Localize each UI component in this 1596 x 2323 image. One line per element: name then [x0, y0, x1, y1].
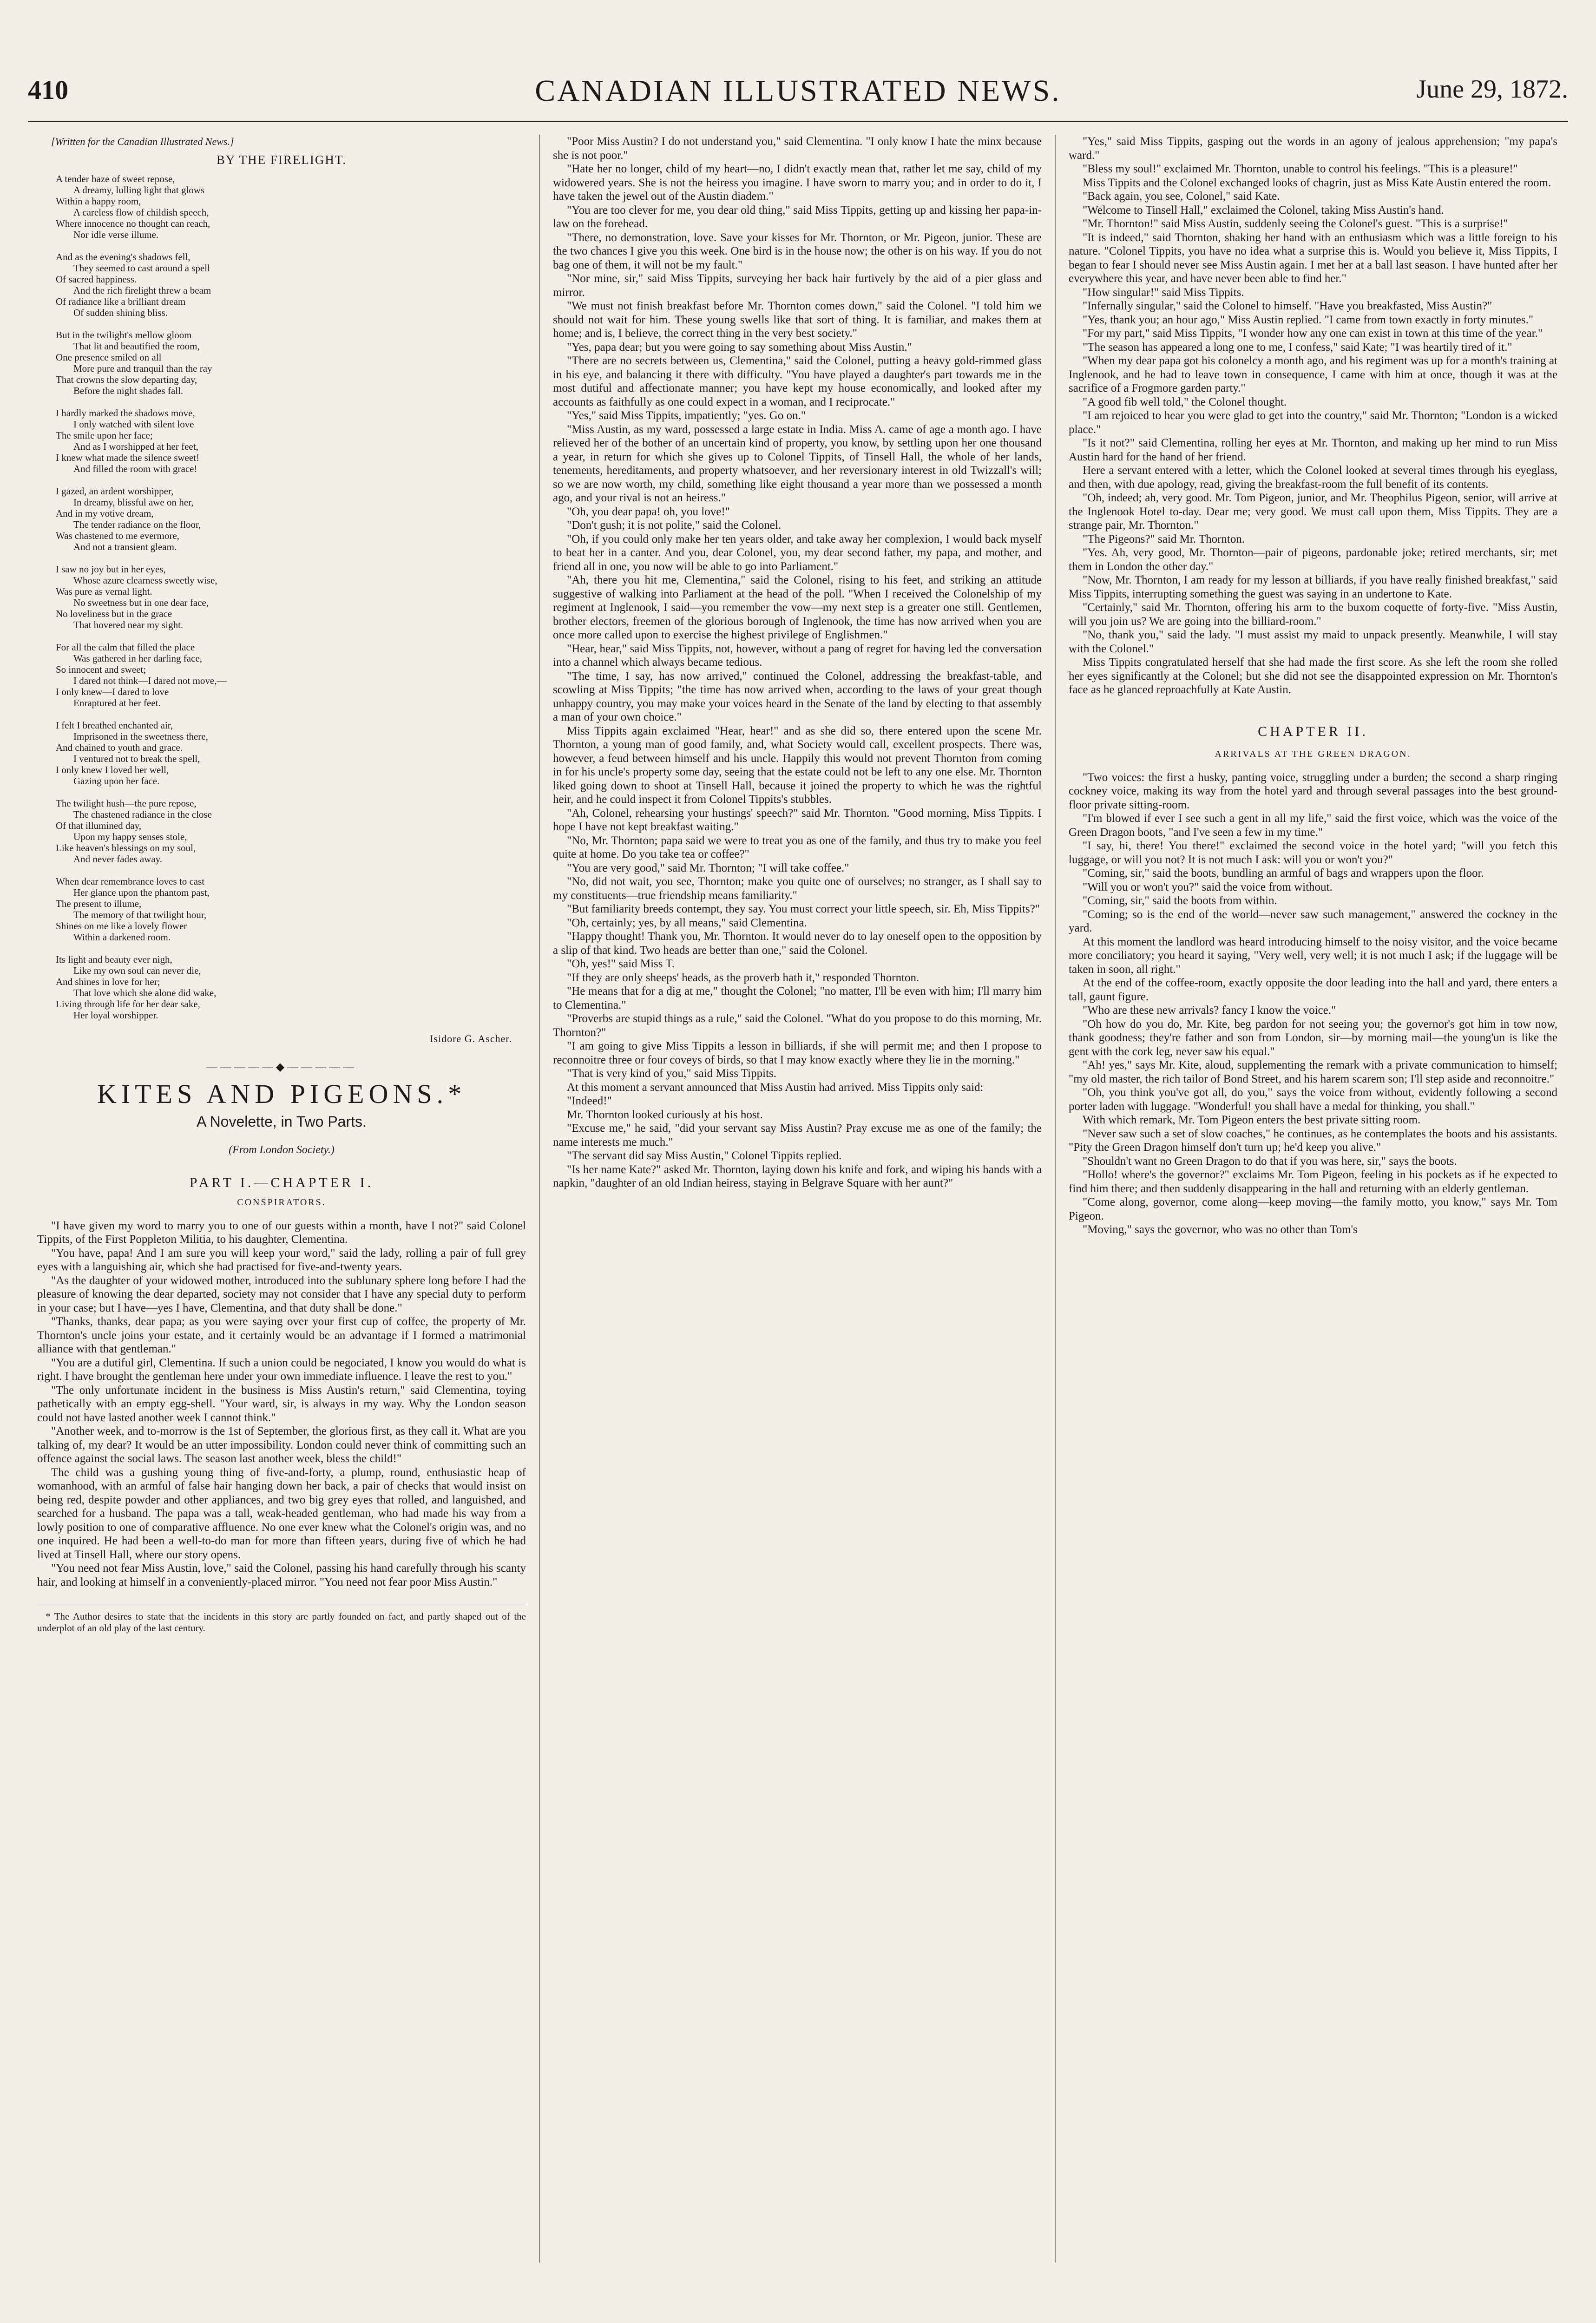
- poem-line: So innocent and sweet;: [56, 664, 146, 675]
- paragraph: The child was a gushing young thing of five-and-forty, a plump, round, enthusiastic heap of womanhood, with an armful of false hair hanging down her back, a pair of checks that would insist on being red, despite powder and other appliances, and two big grey eyes that rolled, and languished, and searched for a husband. The papa was a tall, weak-headed gentleman, who had made his way from a lowly position to one of comparative affluence. No one ever knew what the Colonel's origin was, and no one inquired. He had been a well-to-do man for more than fifteen years, during five of which he had lived at Tinsell Hall, where our story opens.: [37, 1466, 526, 1561]
- poem-line: One presence smiled on all: [56, 352, 162, 363]
- poem-line: Her loyal worshipper.: [73, 1010, 158, 1021]
- paragraph: "Oh how do you do, Mr. Kite, beg pardon for not seeing you; the governor's got him in tow now, thank goodness; they're father and son from London, sir—by morning mail—the young'un is like the gent with the cork leg, never saw his equal.": [1069, 1017, 1557, 1058]
- poem-line: Like my own soul can never die,: [73, 965, 201, 976]
- story-text-col2: [553, 135, 1042, 1190]
- chapter-2-title: ARRIVALS AT THE GREEN DRAGON.: [1215, 749, 1412, 759]
- paragraph: "Is her name Kate?" asked Mr. Thornton, laying down his knife and fork, and wiping his hands with a napkin, "daughter of an old Indian heiress, staying in Belgrave Square with her aunt?": [553, 1163, 1042, 1189]
- poem-title: BY THE FIRELIGHT.: [216, 152, 347, 167]
- poem-line: And in my votive dream,: [56, 508, 154, 519]
- poem-line: Imprisoned in the sweetness there,: [73, 731, 208, 742]
- chapter-title: CONSPIRATORS.: [237, 1197, 326, 1207]
- paragraph: "Coming, sir," said the boots from within.: [1083, 894, 1277, 907]
- story-text-col1: [37, 1219, 526, 1589]
- poem-line: Its light and beauty ever nigh,: [56, 954, 172, 965]
- poem-line: I hardly marked the shadows move,: [56, 407, 195, 419]
- paragraph: "Poor Miss Austin? I do not understand you," said Clementina. "I only know I hate the minx because she is not poor.": [553, 135, 1042, 162]
- poem-stanza: [37, 407, 526, 474]
- paragraph: "You are very good," said Mr. Thornton; "I will take coffee.": [567, 861, 849, 874]
- poem-line: I felt I breathed enchanted air,: [56, 720, 173, 731]
- paragraph: "Oh, you think you've got all, do you," says the voice from without, evidently following a second porter laden with luggage. "Wonderful! you shall have a medal for thinking, you shall.": [1069, 1086, 1557, 1113]
- poem-stanza: [37, 173, 526, 240]
- issue-date: June 29, 1872.: [1416, 75, 1568, 104]
- paragraph: "As the daughter of your widowed mother, introduced into the sublunary sphere long before I had the pleasure of knowing the dear departed, society may not consider that I have any special duty to perform in your case; but I have—yes I have, Clementina, and that duty shall be done.": [37, 1274, 526, 1314]
- paragraph: "It is indeed," said Thornton, shaking her hand with an enthusiasm which was a little foreign to his nature. "Colonel Tippits, you have no idea what a surprise this is. Would you believe it, Miss Tippits, I began to fear I should never see Miss Austin again. I met her at a ball last season. I have hunted after her everywhere this year, and have never been able to find her.": [1069, 231, 1557, 285]
- poem-line: Her glance upon the phantom past,: [73, 887, 210, 898]
- paragraph: "For my part," said Miss Tippits, "I wonder how any one can exist in town at this time of the year.": [1083, 327, 1543, 340]
- paragraph: "Yes. Ah, very good, Mr. Thornton—pair of pigeons, pardonable joke; retired merchants, sir; met them in London the other day.": [1069, 546, 1557, 573]
- paragraph: "Coming, sir," said the boots, bundling an armful of bags and wrappers upon the floor.: [1083, 867, 1484, 879]
- paragraph: "Oh, certainly; yes, by all means," said Clementina.: [567, 916, 807, 929]
- paragraph: "Bless my soul!" exclaimed Mr. Thornton, unable to control his feelings. "This is a pleasure!": [1083, 163, 1518, 175]
- poem-line: Shines on me like a lovely flower: [56, 920, 187, 932]
- paragraph: Miss Tippits congratulated herself that she had made the first score. As she left the room she rolled her eyes significantly at the Colonel; but she did not see the disappointed expression on Mr. Thornton's face as he glanced reproachfully at Kate Austin.: [1069, 656, 1557, 696]
- paragraph: "Don't gush; it is not polite," said the Colonel.: [567, 519, 782, 532]
- poem-line: I gazed, an ardent worshipper,: [56, 486, 174, 497]
- chapter-2-heading: CHAPTER II.: [1258, 723, 1368, 739]
- poem-line: Whose azure clearness sweetly wise,: [73, 575, 217, 586]
- poem-stanza: [37, 642, 526, 709]
- poem-line: In dreamy, blissful awe on her,: [73, 497, 194, 508]
- paragraph: "Come along, governor, come along—keep moving—the family motto, you know," says Mr. Tom Pigeon.: [1069, 1196, 1557, 1222]
- paragraph: "Oh, yes!" said Miss T.: [567, 958, 675, 970]
- poem-line: No loveliness but in the grace: [56, 608, 172, 619]
- poem-line: I only knew I loved her well,: [56, 764, 169, 775]
- poem-line: Upon my happy senses stole,: [73, 831, 187, 842]
- paragraph: "Hear, hear," said Miss Tippits, not, however, without a pang of regret for having led the conversation into a channel which always became tedious.: [553, 642, 1042, 669]
- poem-line: Was pure as vernal light.: [56, 586, 152, 597]
- poem-line: And shines in love for her;: [56, 976, 160, 987]
- paragraph: At this moment the landlord was heard introducing himself to the noisy visitor, and the voice became more conciliatory; you heard it saying, "Very well, very well; it is not much I ask; if the luggage will be taken in soon, all right.": [1069, 935, 1557, 976]
- poem-line: Of sacred happiness.: [56, 274, 137, 285]
- paragraph: "The servant did say Miss Austin," Colonel Tippits replied.: [567, 1149, 842, 1162]
- poem-stanza: [37, 329, 526, 396]
- paragraph: "He means that for a dig at me," thought the Colonel; "no matter, I'll be even with him; I'll marry him to Clementina.": [553, 985, 1042, 1011]
- section-divider: —————◆—————: [206, 1061, 357, 1073]
- paragraph: "I have given my word to marry you to one of our guests within a month, have I not?" said Colonel Tippits, of the First Poppleton Militia, to his daughter, Clementina.: [37, 1219, 526, 1246]
- paragraph: "The time, I say, has now arrived," continued the Colonel, addressing the breakfast-table, and scowling at Miss Tippits; "the time has now arrived when, according to the laws of your great though unhappy country, you may make your voices heard in the Senate of the land by electing to that assembly a man of your own choice.": [553, 669, 1042, 723]
- paragraph: "Nor mine, sir," said Miss Tippits, surveying her back hair furtively by the aid of a pier glass and mirror.: [553, 272, 1042, 299]
- column-2: [553, 135, 1042, 2272]
- paragraph: "The Pigeons?" said Mr. Thornton.: [1083, 532, 1245, 545]
- paragraph: "Mr. Thornton!" said Miss Austin, suddenly seeing the Colonel's guest. "This is a surprise!": [1083, 217, 1508, 230]
- paragraph: "There are no secrets between us, Clementina," said the Colonel, putting a heavy gold-rimmed glass in his eye, and balancing it there with difficulty. "You have played a daughter's part towards me in the most dutiful and affectionate manner; you have kept my house economically, and looked after my accounts as faithfully as one could expect in a woman, and I reciprocate.": [553, 354, 1042, 408]
- paragraph: "Another week, and to-morrow is the 1st of September, the glorious first, as they call it. What are you talking of, my dear? It would be an utter impossibility. London could never think of committing such an offence against the social laws. The season last another week, bless the child!": [37, 1425, 526, 1465]
- paragraph: "Hollo! where's the governor?" exclaims Mr. Tom Pigeon, feeling in his pockets as if he expected to find him there; and then suddenly disappearing in the hall and returning with an elderly gentleman.: [1069, 1168, 1557, 1195]
- poem-line: Gazing upon her face.: [73, 775, 160, 787]
- paragraph: "Yes," said Miss Tippits, gasping out the words in an agony of jealous apprehension; "my papa's ward.": [1069, 135, 1557, 162]
- paragraph: "You need not fear Miss Austin, love," said the Colonel, passing his hand carefully through his scanty hair, and looking at himself in a conveniently-placed mirror. "You need not fear poor Miss Austin.": [37, 1562, 526, 1588]
- column-rule: [539, 135, 540, 2263]
- paragraph: "Yes," said Miss Tippits, impatiently; "yes. Go on.": [567, 409, 806, 422]
- paragraph: "Hate her no longer, child of my heart—no, I didn't exactly mean that, rather let me say, child of my widowered years. She is not the heiress you imagine. I have sworn to marry you; and in order to do it, I have taken the jewel out of the Austin diadem.": [553, 163, 1042, 203]
- poem-line: And the rich firelight threw a beam: [73, 285, 211, 296]
- paragraph: "Will you or won't you?" said the voice from without.: [1083, 880, 1333, 893]
- poem-line: They seemed to cast around a spell: [73, 262, 210, 274]
- paragraph: "Happy thought! Thank you, Mr. Thornton. It would never do to lay oneself open to the opposition by a slip of that kind. Two heads are better than one," said the Colonel.: [553, 930, 1042, 957]
- poem-line: That hovered near my sight.: [73, 619, 184, 630]
- paragraph: "Yes, thank you; an hour ago," Miss Austin replied. "I came from town exactly in forty minutes.": [1083, 313, 1534, 326]
- paragraph: "How singular!" said Miss Tippits.: [1083, 286, 1244, 299]
- paragraph: "You are too clever for me, you dear old thing," said Miss Tippits, getting up and kissing her papa-in-law on the forehead.: [553, 203, 1042, 230]
- paragraph: "The season has appeared a long one to me, I confess," said Kate; "I was heartily tired of it.": [1083, 341, 1512, 354]
- poem-line: But in the twilight's mellow gloom: [56, 329, 192, 341]
- poem-body: [37, 173, 526, 1021]
- paragraph: Miss Tippits again exclaimed "Hear, hear!" and as she did so, there entered upon the scene Mr. Thornton, a young man of good family, and, what Society would call, excellent prospects. There was, however, a feud between himself and his uncle. Happily this would not prevent Thornton from coming in for his uncle's property some day, seeing that the estate could not be left to any one else. Mr. Thornton liked going down to shoot at Tinsell Hall, because it joined the property to which he was the rightful heir, and he could inspect it from Colonel Tippits's stubbles.: [553, 724, 1042, 806]
- poem-line: And never fades away.: [73, 853, 163, 865]
- poem-line: That lit and beautified the room,: [73, 341, 200, 352]
- paragraph: At the end of the coffee-room, exactly opposite the door leading into the hall and yard, there enters a tall, gaunt figure.: [1069, 977, 1557, 1003]
- paragraph: "Oh, if you could only make her ten years older, and take away her complexion, I would back myself to beat her in a canter. And you, dear Colonel, you, my dear second father, my papa, and mother, and friend all in one, you now will be able to go into Parliament.": [553, 532, 1042, 573]
- paragraph: "Thanks, thanks, dear papa; as you were saying over your first cup of coffee, the property of Mr. Thornton's uncle joins your estate, and it certainly would be an advantage if I formed a matrimonial alliance with that gentleman.": [37, 1315, 526, 1355]
- poem-author: Isidore G. Ascher.: [430, 1033, 512, 1044]
- paragraph: "Welcome to Tinsell Hall," exclaimed the Colonel, taking Miss Austin's hand.: [1083, 203, 1444, 217]
- poem-line: A dreamy, lulling light that glows: [73, 184, 205, 196]
- paragraph: "I'm blowed if ever I see such a gent in all my life," said the first voice, which was the voice of the Green Dragon boots, "and I've seen a few in my time.": [1069, 812, 1557, 839]
- paragraph: "Coming; so is the end of the world—never saw such management," answered the cockney in the yard.: [1069, 908, 1557, 934]
- poem-line: Was chastened to me evermore,: [56, 530, 179, 541]
- poem-line: Nor idle verse illume.: [73, 229, 159, 240]
- column-1: [37, 135, 526, 2272]
- poem-line: I saw no joy but in her eyes,: [56, 564, 166, 575]
- paragraph: "Miss Austin, as my ward, possessed a large estate in India. Miss A. came of age a month ago. I have relieved her of the bother of an uncertain kind of property, you know, by settling upon her one thousand a year, in return for which she gives up to Colonel Tippits, of Tinsell Hall, the whole of her lands, tenements, hereditaments, and property whatsoever, and her reversionary interest in old Twizzall's will; so we are now worth, my child, something like eight thousand a year more than we possessed a month ago, and your rival is not an heiress.": [553, 423, 1042, 504]
- paragraph: "Proverbs are stupid things as a rule," said the Colonel. "What do you propose to do this morning, Mr. Thornton?": [553, 1012, 1042, 1039]
- paragraph: "Now, Mr. Thornton, I am ready for my lesson at billiards, if you have really finished breakfast," said Miss Tippits, interrupting something the guest was saying in an undertone to Kate.: [1069, 574, 1557, 600]
- paragraph: "Ah, there you hit me, Clementina," said the Colonel, rising to his feet, and striking an attitude suggestive of walking into Parliament at the head of the poll. "When I received the Colonelship of my regiment at Inglenook, I said—you remember the vow—my next step is a greater one still. Gentlemen, brother electors, freemen of the glorious borough of Inglenook, the time has now arrived when you are once more called upon to exercise the highest privilege of Englishmen.": [553, 574, 1042, 641]
- paragraph: "But familiarity breeds contempt, they say. You must correct your little speech, sir. Eh, Miss Tippits?": [567, 903, 1040, 915]
- poem-line: Living through life for her dear sake,: [56, 998, 200, 1010]
- poem-line: I knew what made the silence sweet!: [56, 452, 200, 463]
- paragraph: "Moving," says the governor, who was no other than Tom's: [1083, 1223, 1358, 1236]
- poem-stanza: [37, 486, 526, 552]
- paragraph: "Oh, you dear papa! oh, you love!": [567, 505, 730, 518]
- poem-credit: [Written for the Canadian Illustrated News.]: [51, 136, 234, 147]
- paragraph: "Ah! yes," says Mr. Kite, aloud, supplementing the remark with a private communication to himself; "my old master, the rich tailor of Bond Street, and his harem scarem son; I'll step aside and reconnoitre.": [1069, 1059, 1557, 1085]
- poem-line: That love which she alone did wake,: [73, 987, 217, 998]
- paragraph: Mr. Thornton looked curiously at his host.: [567, 1108, 763, 1121]
- poem-stanza: [37, 564, 526, 630]
- part-heading: PART I.—CHAPTER I.: [189, 1175, 374, 1190]
- paragraph: "Yes, papa dear; but you were going to say something about Miss Austin.": [567, 341, 912, 354]
- masthead: [28, 70, 1568, 122]
- paragraph: "Is it not?" said Clementina, rolling her eyes at Mr. Thornton, and making up her mind to run Miss Austin hard for the hand of her friend.: [1069, 437, 1557, 463]
- poem-line: The chastened radiance in the close: [73, 809, 212, 820]
- paragraph: With which remark, Mr. Tom Pigeon enters the best private sitting room.: [1083, 1114, 1421, 1126]
- paragraph: "Ah, Colonel, rehearsing your hustings' speech?" said Mr. Thornton. "Good morning, Miss Tippits. I hope I have not kept breakfast waiting.": [553, 807, 1042, 833]
- poem-line: More pure and tranquil than the ray: [73, 363, 212, 374]
- footnote-text: * The Author desires to state that the incidents in this story are partly founded on fact, and partly shaped out of the underplot of an old play of the last century.: [37, 1611, 526, 1634]
- poem-line: No sweetness but in one dear face,: [73, 597, 209, 608]
- paragraph: "Who are these new arrivals? fancy I know the voice.": [1083, 1004, 1336, 1017]
- poem-line: A tender haze of sweet repose,: [56, 173, 175, 184]
- paragraph: "Excuse me," he said, "did your servant say Miss Austin? Pray excuse me as one of the family; the name interests me much.": [553, 1122, 1042, 1148]
- poem-stanza: [37, 876, 526, 943]
- poem-line: That crowns the slow departing day,: [56, 374, 197, 385]
- poem-line: For all the calm that filled the place: [56, 642, 195, 653]
- paragraph: "You are a dutiful girl, Clementina. If such a union could be negociated, I know you would do what is right. I have brought the gentleman here under your own immediate influence. I leave the rest to you.": [37, 1356, 526, 1383]
- poem-line: The smile upon her face;: [56, 430, 153, 441]
- story-subtitle: A Novelette, in Two Parts.: [197, 1113, 367, 1130]
- poem-stanza: [37, 798, 526, 865]
- paragraph: "I am rejoiced to hear you were glad to get into the country," said Mr. Thornton; "London is a wicked place.": [1069, 409, 1557, 436]
- footnote: [37, 1605, 526, 1634]
- poem-line: Was gathered in her darling face,: [73, 653, 203, 664]
- paragraph: "I say, hi, there! You there!" exclaimed the second voice in the hotel yard; "will you fetch this luggage, or will you not? It is not much I ask: will you or won't you?": [1069, 840, 1557, 866]
- paragraph: "That is very kind of you," said Miss Tippits.: [567, 1067, 777, 1080]
- poem-line: I dared not think—I dared not move,—: [73, 675, 227, 686]
- page-number: 410: [28, 75, 68, 105]
- poem-line: I only watched with silent love: [73, 419, 194, 430]
- story-title: KITES AND PIGEONS.*: [97, 1079, 466, 1109]
- paragraph: "We must not finish breakfast before Mr. Thornton comes down," said the Colonel. "I told him we should not wait for him. These young swells like that sort of thing. It is familiar, and makes them at home; and is, I believe, the correct thing in the very best society.": [553, 300, 1042, 340]
- paragraph: "Certainly," said Mr. Thornton, offering his arm to the buxom coquette of forty-five. "Miss Austin, will you join us? We are going into the billiard-room.": [1069, 601, 1557, 628]
- paragraph: "Infernally singular," said the Colonel to himself. "Have you breakfasted, Miss Austin?": [1083, 300, 1492, 312]
- paragraph: "Back again, you see, Colonel," said Kate.: [1083, 190, 1280, 203]
- paragraph: "Oh, indeed; ah, very good. Mr. Tom Pigeon, junior, and Mr. Theophilus Pigeon, senior, will arrive at the Inglenook Hotel to-day. Dear me; very good. We must call upon them, Miss Tippits. They are a strange pair, Mr. Thornton.": [1069, 492, 1557, 532]
- paragraph: Miss Tippits and the Colonel exchanged looks of chagrin, just as Miss Kate Austin entered the room.: [1083, 176, 1551, 189]
- poem-line: The memory of that twilight hour,: [73, 909, 207, 920]
- paragraph: "Indeed!": [567, 1095, 612, 1107]
- story-text-col3: [1069, 135, 1557, 697]
- poem-line: I only knew—I dared to love: [56, 686, 169, 697]
- poem-line: Of radiance like a brilliant dream: [56, 296, 186, 307]
- poem-line: Within a darkened room.: [73, 932, 171, 943]
- story-source: (From London Society.): [229, 1144, 335, 1156]
- story-text-col3-ch2: [1069, 771, 1557, 1237]
- poem-line: The twilight hush—the pure repose,: [56, 798, 197, 809]
- paragraph: "The only unfortunate incident in the business is Miss Austin's return," said Clementina, toying pathetically with an empty egg-shell. "Your ward, sir, is always in my way. Why the London season could not have lasted another week I cannot think.": [37, 1384, 526, 1424]
- poem-stanza: [37, 954, 526, 1021]
- poem-line: The present to illume,: [56, 898, 142, 909]
- poem-line: When dear remembrance loves to cast: [56, 876, 205, 887]
- paragraph: "A good fib well told," the Colonel thought.: [1083, 395, 1287, 408]
- poem-line: Before the night shades fall.: [73, 385, 184, 396]
- poem-line: And chained to youth and grace.: [56, 742, 183, 753]
- poem-line: Within a happy room,: [56, 196, 141, 207]
- poem-line: Of that illumined day,: [56, 820, 142, 831]
- poem-line: A careless flow of childish speech,: [73, 207, 209, 218]
- paragraph: "No, thank you," said the lady. "I must assist my maid to unpack presently. Meanwhile, I will stay with the Colonel.": [1069, 629, 1557, 655]
- paragraph: "Never saw such a set of slow coaches," he continues, as he contemplates the boots and his assistants. "Pity the Green Dragon himself don't turn up; he'd keep you alive.": [1069, 1127, 1557, 1154]
- column-3: [1069, 135, 1557, 2272]
- poem-line: Like heaven's blessings on my soul,: [56, 842, 196, 853]
- poem-line: I ventured not to break the spell,: [73, 753, 200, 764]
- poem-line: And filled the room with grace!: [73, 463, 197, 474]
- column-rule: [1055, 135, 1056, 2263]
- paragraph: At this moment a servant announced that Miss Austin had arrived. Miss Tippits only said:: [567, 1081, 984, 1094]
- paragraph: "No, Mr. Thornton; papa said we were to treat you as one of the family, and thus try to make you feel quite at home. Do you take tea or coffee?": [553, 834, 1042, 860]
- poem-line: And as I worshipped at her feet,: [73, 441, 198, 452]
- paragraph: "I am going to give Miss Tippits a lesson in billiards, if she will permit me; and then I propose to reconnoitre three or four coveys of birds, so that I may know exactly where they lie in the morning.": [553, 1040, 1042, 1066]
- paragraph: "When my dear papa got his colonelcy a month ago, and his regiment was up for a month's training at Inglenook, and he had to leave town in consequence, I came with him at once, though it was at the sacrifice of a Frogmore garden party.": [1069, 354, 1557, 394]
- paragraph: "No, did not wait, you see, Thornton; make you quite one of ourselves; no stranger, as I shall say to my constituents—true friendship means familiarity.": [553, 875, 1042, 902]
- poem-line: The tender radiance on the floor,: [73, 519, 201, 530]
- poem-line: Where innocence no thought can reach,: [56, 218, 210, 229]
- poem-line: Enraptured at her feet.: [73, 697, 161, 709]
- paragraph: "If they are only sheeps' heads, as the proverb hath it," responded Thornton.: [567, 971, 920, 984]
- poem-line: And not a transient gleam.: [73, 541, 177, 552]
- paper-title: CANADIAN ILLUSTRATED NEWS.: [535, 74, 1061, 108]
- paragraph: "There, no demonstration, love. Save your kisses for Mr. Thornton, or Mr. Pigeon, junior. These are the two chances I give you this week. One bird is in the house now; the other is on his way. If you do not bag one of them, it will not be my fault.": [553, 231, 1042, 271]
- paragraph: "Shouldn't want no Green Dragon to do that if you was here, sir," says the boots.: [1083, 1155, 1457, 1168]
- paragraph: "Two voices: the first a husky, panting voice, struggling under a burden; the second a sharp ringing cockney voice, making its way from the hotel yard and through several passages into the best ground-floor private sitting-room.: [1069, 771, 1557, 811]
- paragraph: "You have, papa! And I am sure you will keep your word," said the lady, rolling a pair of full grey eyes with a languishing air, which she had practised for five-and-twenty years.: [37, 1247, 526, 1273]
- paragraph: Here a servant entered with a letter, which the Colonel looked at several times through his eyeglass, and then, with due apology, read, giving the breakfast-room the full benefit of its contents.: [1069, 464, 1557, 491]
- poem-line: Of sudden shining bliss.: [73, 307, 168, 318]
- poem-line: And as the evening's shadows fell,: [56, 251, 190, 262]
- poem-stanza: [37, 720, 526, 787]
- poem-stanza: [37, 251, 526, 318]
